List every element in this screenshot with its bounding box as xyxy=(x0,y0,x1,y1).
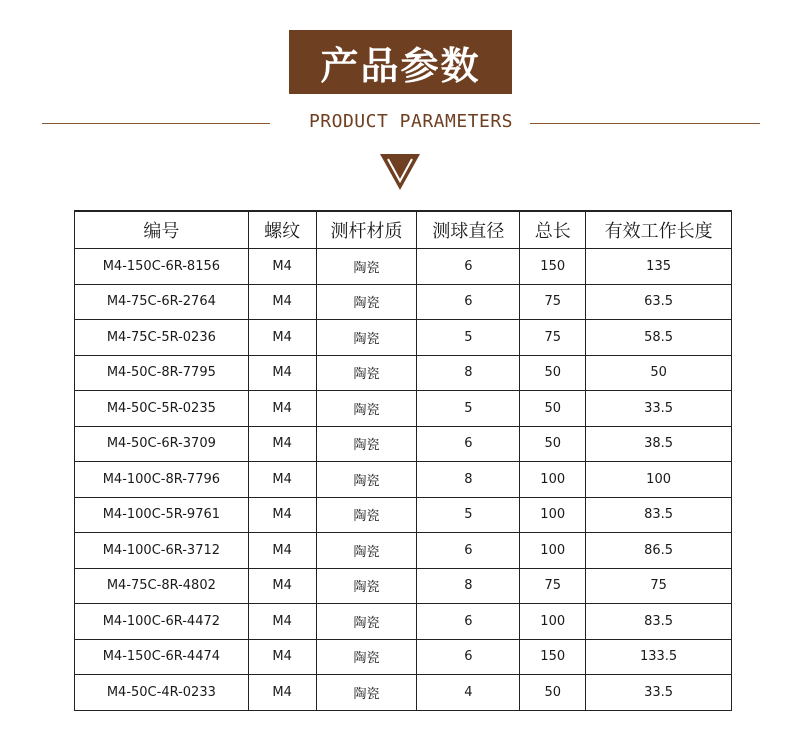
col-header-ball-diameter: 测球直径 xyxy=(417,211,520,249)
cell-effective-length: 133.5 xyxy=(586,639,732,675)
cell-total-length: 100 xyxy=(520,497,586,533)
cell-stem-material: 陶瓷 xyxy=(316,604,417,640)
table-row xyxy=(75,497,732,533)
parameters-table xyxy=(74,210,732,711)
cell-total-length: 75 xyxy=(520,568,586,604)
cell-total-length: 150 xyxy=(520,639,586,675)
divider-left xyxy=(42,123,270,124)
cell-thread: M4 xyxy=(248,355,316,391)
table-row xyxy=(75,568,732,604)
cell-thread: M4 xyxy=(248,604,316,640)
table-header-row xyxy=(75,211,732,249)
col-header-stem-material: 测杆材质 xyxy=(316,211,417,249)
cell-ball-diameter: 6 xyxy=(417,604,520,640)
cell-effective-length: 83.5 xyxy=(586,604,732,640)
cell-ball-diameter: 6 xyxy=(417,426,520,462)
cell-ball-diameter: 8 xyxy=(417,355,520,391)
cell-effective-length: 100 xyxy=(586,462,732,498)
cell-code: M4-50C-4R-0233 xyxy=(75,675,249,711)
cell-stem-material: 陶瓷 xyxy=(316,284,417,320)
table-row xyxy=(75,284,732,320)
page-title: 产品参数 xyxy=(320,43,481,88)
cell-total-length: 50 xyxy=(520,426,586,462)
cell-effective-length: 38.5 xyxy=(586,426,732,462)
table-row xyxy=(75,639,732,675)
table-row xyxy=(75,320,732,356)
table-row xyxy=(75,355,732,391)
cell-code: M4-50C-8R-7795 xyxy=(75,355,249,391)
cell-effective-length: 63.5 xyxy=(586,284,732,320)
cell-stem-material: 陶瓷 xyxy=(316,675,417,711)
cell-code: M4-75C-5R-0236 xyxy=(75,320,249,356)
cell-stem-material: 陶瓷 xyxy=(316,355,417,391)
cell-ball-diameter: 6 xyxy=(417,533,520,569)
cell-ball-diameter: 8 xyxy=(417,568,520,604)
cell-code: M4-50C-5R-0235 xyxy=(75,391,249,427)
cell-stem-material: 陶瓷 xyxy=(316,320,417,356)
table-row xyxy=(75,426,732,462)
cell-thread: M4 xyxy=(248,391,316,427)
col-header-effective-length: 有效工作长度 xyxy=(586,211,732,249)
cell-stem-material: 陶瓷 xyxy=(316,391,417,427)
title-banner xyxy=(289,30,512,94)
cell-stem-material: 陶瓷 xyxy=(316,249,417,285)
cell-thread: M4 xyxy=(248,639,316,675)
cell-code: M4-150C-6R-4474 xyxy=(75,639,249,675)
cell-thread: M4 xyxy=(248,533,316,569)
cell-ball-diameter: 6 xyxy=(417,639,520,675)
divider-right xyxy=(530,123,760,124)
cell-total-length: 150 xyxy=(520,249,586,285)
cell-code: M4-100C-6R-4472 xyxy=(75,604,249,640)
table-row xyxy=(75,604,732,640)
col-header-code: 编号 xyxy=(75,211,249,249)
cell-thread: M4 xyxy=(248,497,316,533)
cell-stem-material: 陶瓷 xyxy=(316,568,417,604)
table-row xyxy=(75,533,732,569)
cell-code: M4-100C-8R-7796 xyxy=(75,462,249,498)
cell-thread: M4 xyxy=(248,320,316,356)
table-row xyxy=(75,675,732,711)
col-header-thread: 螺纹 xyxy=(248,211,316,249)
cell-total-length: 100 xyxy=(520,533,586,569)
cell-thread: M4 xyxy=(248,426,316,462)
cell-effective-length: 83.5 xyxy=(586,497,732,533)
cell-thread: M4 xyxy=(248,568,316,604)
cell-stem-material: 陶瓷 xyxy=(316,533,417,569)
cell-effective-length: 33.5 xyxy=(586,675,732,711)
cell-effective-length: 86.5 xyxy=(586,533,732,569)
cell-total-length: 75 xyxy=(520,284,586,320)
cell-stem-material: 陶瓷 xyxy=(316,462,417,498)
cell-code: M4-100C-6R-3712 xyxy=(75,533,249,569)
cell-effective-length: 135 xyxy=(586,249,732,285)
cell-code: M4-50C-6R-3709 xyxy=(75,426,249,462)
table-row xyxy=(75,462,732,498)
table-row xyxy=(75,391,732,427)
cell-total-length: 75 xyxy=(520,320,586,356)
cell-total-length: 50 xyxy=(520,675,586,711)
cell-ball-diameter: 5 xyxy=(417,391,520,427)
cell-ball-diameter: 6 xyxy=(417,249,520,285)
cell-stem-material: 陶瓷 xyxy=(316,426,417,462)
cell-total-length: 50 xyxy=(520,391,586,427)
cell-effective-length: 50 xyxy=(586,355,732,391)
table-row xyxy=(75,249,732,285)
cell-code: M4-100C-5R-9761 xyxy=(75,497,249,533)
cell-effective-length: 75 xyxy=(586,568,732,604)
cell-thread: M4 xyxy=(248,249,316,285)
cell-ball-diameter: 8 xyxy=(417,462,520,498)
cell-ball-diameter: 6 xyxy=(417,284,520,320)
cell-ball-diameter: 5 xyxy=(417,497,520,533)
cell-stem-material: 陶瓷 xyxy=(316,639,417,675)
cell-ball-diameter: 5 xyxy=(417,320,520,356)
col-header-total-length: 总长 xyxy=(520,211,586,249)
cell-ball-diameter: 4 xyxy=(417,675,520,711)
cell-thread: M4 xyxy=(248,284,316,320)
cell-effective-length: 33.5 xyxy=(586,391,732,427)
cell-total-length: 100 xyxy=(520,462,586,498)
cell-code: M4-75C-6R-2764 xyxy=(75,284,249,320)
cell-stem-material: 陶瓷 xyxy=(316,497,417,533)
cell-code: M4-150C-6R-8156 xyxy=(75,249,249,285)
cell-effective-length: 58.5 xyxy=(586,320,732,356)
cell-thread: M4 xyxy=(248,462,316,498)
page-subtitle: PRODUCT PARAMETERS xyxy=(308,111,514,132)
cell-code: M4-75C-8R-4802 xyxy=(75,568,249,604)
cell-total-length: 50 xyxy=(520,355,586,391)
down-arrow-icon xyxy=(380,154,420,194)
cell-thread: M4 xyxy=(248,675,316,711)
cell-total-length: 100 xyxy=(520,604,586,640)
